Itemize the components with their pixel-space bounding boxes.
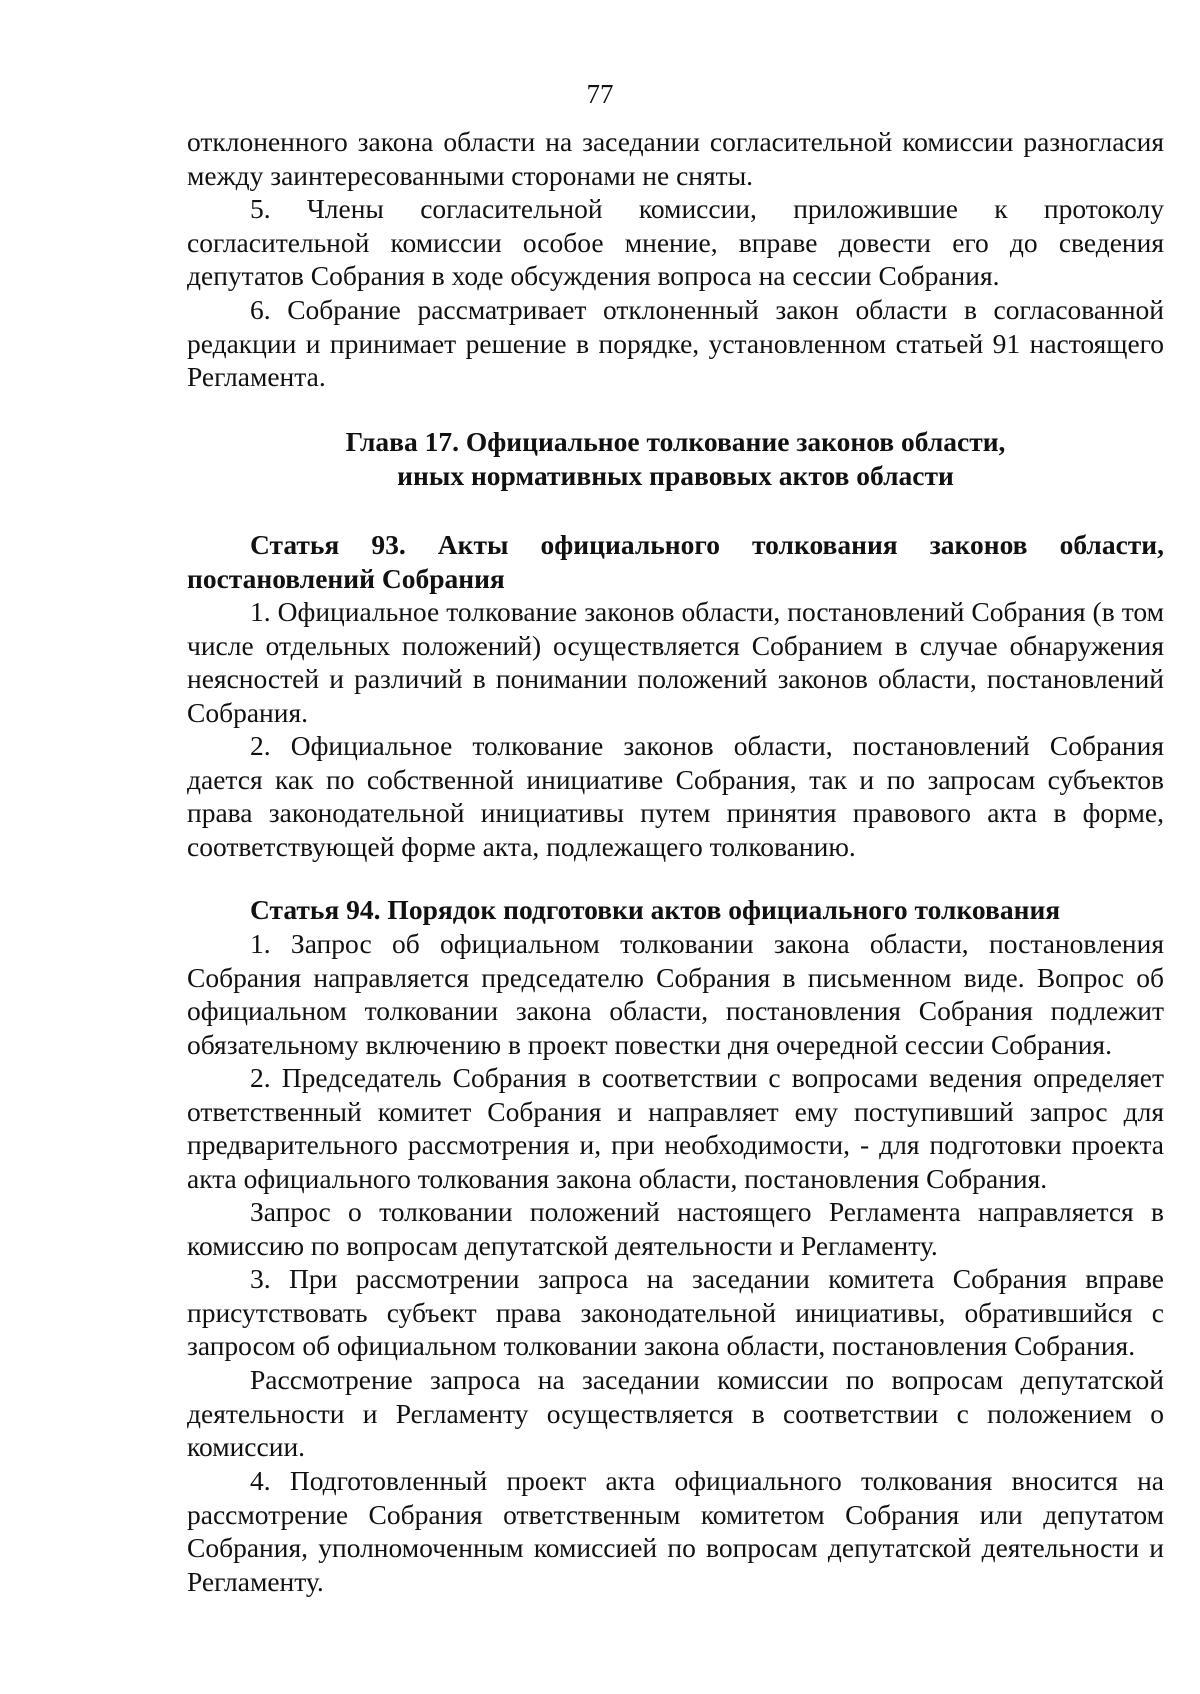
article-94-item-3 — [187, 1262, 1164, 1363]
article-94-item-2 — [187, 1061, 1164, 1195]
paragraph-text: 2. Председатель Собрания в соответствии с вопросами ведения определяет ответственный комитет Собрания и направляет ему поступивший запрос для предварительного рассмотрения и, при необходимости, - для подготовки проекта акта официального толкования закона области, постановления Собрания. — [187, 1062, 1164, 1194]
chapter-title-line-2: иных нормативных правовых актов области — [397, 459, 954, 491]
article-94-item-2-note — [187, 1195, 1164, 1262]
paragraph-text: Запрос о толковании положений настоящего Регламента направляется в комиссию по вопросам депутатской деятельности и Регламенту. — [187, 1196, 1164, 1261]
paragraph-text: 3. При рассмотрении запроса на заседании комитета Собрания вправе присутствовать субъект права законодательной инициативы, обратившийся с запросом об официальном толковании закона области, постановления Собрания. — [187, 1263, 1164, 1362]
paragraph-text: 2. Официальное толкование законов области, постановлений Собрания дается как по собственной инициативе Собрания, так и по запросам субъектов права законодательной инициативы путем принятия правового акта в форме, соответствующей форме акта, подлежащего толкованию. — [187, 730, 1164, 862]
paragraph-text: 1. Запрос об официальном толковании закона области, постановления Собрания направляется председателю Собрания в письменном виде. Вопрос об официальном толковании закона области, постановления Собрания подлежит обязательному включению в проект повестки дня очередной сессии Собрания. — [187, 928, 1164, 1060]
paragraph-text: 6. Собрание рассматривает отклоненный закон области в согласованной редакции и принимает решение в порядке, установленном статьей 91 настоящего Регламента. — [187, 294, 1164, 393]
article-93 — [187, 528, 1164, 595]
paragraph-text: 5. Члены согласительной комиссии, приложившие к протоколу согласительной комиссии особое мнение, вправе довести его до сведения депутатов Собрания в ходе обсуждения вопроса на сессии Собрания. — [187, 193, 1164, 292]
article-94-item-3-note — [187, 1363, 1164, 1464]
paragraph-text: отклоненного закона области на заседании согласительной комиссии разногласия между заинтересованными сторонами не сняты. — [187, 126, 1164, 191]
paragraph-item-6 — [187, 293, 1164, 394]
article-93-item-1 — [187, 595, 1164, 729]
article-94 — [187, 893, 1164, 927]
chapter-heading — [187, 425, 1164, 492]
article-94-item-1 — [187, 927, 1164, 1061]
paragraph-item-5 — [187, 192, 1164, 293]
page-number: 77 — [586, 79, 614, 109]
article-93-item-2 — [187, 729, 1164, 863]
paragraph-text: 4. Подготовленный проект акта официального толкования вносится на рассмотрение Собрания ответственным комитетом Собрания или депутатом Собрания, уполномоченным комиссией по вопросам депутатской деятельности и Регламенту. — [187, 1465, 1164, 1597]
article-94-title: Статья 94. Порядок подготовки актов официального толкования — [250, 894, 1061, 925]
chapter-title-line-1: Глава 17. Официальное толкование законов области, — [345, 426, 1006, 457]
paragraph-text: 1. Официальное толкование законов области, постановлений Собрания (в том числе отдельных положений) осуществляется Собранием в случае обнаружения неясностей и различий в понимании положений законов области, постановлений Собрания. — [187, 596, 1164, 728]
article-94-item-4 — [187, 1464, 1164, 1598]
article-93-title: Статья 93. Акты официального толкования законов области, постановлений Собрания — [187, 529, 1164, 594]
paragraph-text: Рассмотрение запроса на заседании комиссии по вопросам депутатской деятельности и Регламенту осуществляется в соответствии с положением о комиссии. — [187, 1364, 1164, 1463]
paragraph-continuation — [187, 125, 1164, 192]
